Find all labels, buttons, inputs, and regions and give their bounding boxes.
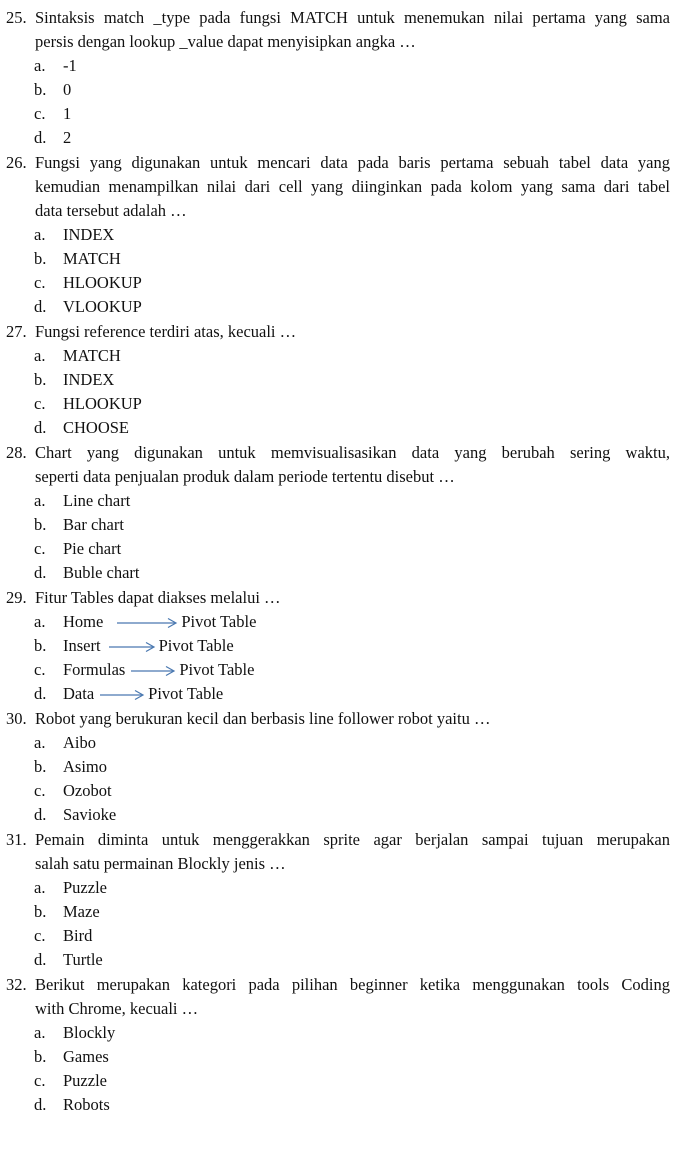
- question-text: Chart yang digunakan untuk memvisualisasikan data yang berubah sering waktu,: [35, 443, 670, 462]
- arrow-right-icon: [131, 665, 177, 677]
- option: c. HLOOKUP: [34, 273, 142, 292]
- question-27: [6, 320, 670, 344]
- option: c. Pie chart: [34, 539, 122, 558]
- option: a. MATCH: [34, 346, 121, 365]
- question-26: [6, 151, 670, 224]
- option: d. Turtle: [34, 950, 103, 969]
- question-text: Fungsi yang digunakan untuk mencari data pada baris pertama sebuah tabel data yang: [35, 153, 670, 172]
- question-text: persis dengan lookup _value dapat menyisipkan angka …: [35, 32, 416, 52]
- arrow-right-icon: [100, 689, 146, 701]
- question-number: 30.: [6, 709, 27, 728]
- option: a. Blockly: [34, 1023, 116, 1042]
- question-text: Berikut merupakan kategori pada pilihan beginner ketika menggunakan tools Coding: [35, 975, 670, 994]
- question-text: Pemain diminta untuk menggerakkan sprite agar berjalan sampai tujuan merupakan: [35, 830, 670, 849]
- question-text: Robot yang berukuran kecil dan berbasis line follower robot yaitu …: [35, 709, 491, 728]
- question-31: [6, 828, 670, 876]
- option: c. 1: [34, 104, 72, 123]
- option: d. VLOOKUP: [34, 297, 142, 316]
- option: a. -1: [34, 56, 77, 75]
- question-text: kemudian menampilkan nilai dari cell yang diinginkan pada kolom yang sama dari tabel: [35, 177, 670, 197]
- option: b. MATCH: [34, 249, 121, 268]
- option: c. Ozobot: [34, 781, 112, 800]
- question-29: [6, 586, 670, 610]
- question-text: Sintaksis match _type pada fungsi MATCH untuk menemukan nilai pertama yang sama: [35, 8, 670, 27]
- question-text: with Chrome, kecuali …: [35, 999, 199, 1019]
- option: d. 2: [34, 128, 72, 147]
- question-text: Fitur Tables dapat diakses melalui …: [35, 588, 281, 607]
- question-25: [6, 6, 670, 54]
- question-text: Fungsi reference terdiri atas, kecuali …: [35, 322, 297, 341]
- question-number: 28.: [6, 443, 27, 462]
- option: b. Asimo: [34, 757, 108, 776]
- question-number: 31.: [6, 830, 27, 849]
- question-number: 26.: [6, 153, 27, 172]
- option: c. Formulas Pivot Table: [34, 660, 255, 679]
- option: b. Games: [34, 1047, 109, 1066]
- question-text: data tersebut adalah …: [35, 201, 187, 221]
- question-28: [6, 441, 670, 489]
- option: a. Home Pivot Table: [34, 612, 257, 631]
- option: b. Insert Pivot Table: [34, 636, 234, 655]
- question-number: 25.: [6, 8, 27, 27]
- option: d. Data Pivot Table: [34, 684, 224, 703]
- question-32: [6, 973, 670, 1021]
- option: b. Bar chart: [34, 515, 124, 534]
- option: a. Line chart: [34, 491, 131, 510]
- option: a. Puzzle: [34, 878, 107, 897]
- option: c. Bird: [34, 926, 93, 945]
- question-number: 29.: [6, 588, 27, 607]
- option: c. HLOOKUP: [34, 394, 142, 413]
- question-number: 27.: [6, 322, 27, 341]
- option: c. Puzzle: [34, 1071, 107, 1090]
- option: b. Maze: [34, 902, 100, 921]
- option: d. Robots: [34, 1095, 110, 1114]
- option: d. Buble chart: [34, 563, 140, 582]
- question-30: [6, 707, 670, 731]
- option: b. 0: [34, 80, 72, 99]
- option: b. INDEX: [34, 370, 115, 389]
- option: d. CHOOSE: [34, 418, 130, 437]
- arrow-right-icon: [117, 617, 179, 629]
- option: a. INDEX: [34, 225, 115, 244]
- question-text: seperti data penjualan produk dalam periode tertentu disebut …: [35, 467, 455, 487]
- question-text: salah satu permainan Blockly jenis …: [35, 854, 286, 874]
- question-number: 32.: [6, 975, 27, 994]
- option: a. Aibo: [34, 733, 96, 752]
- arrow-right-icon: [109, 641, 157, 653]
- option: d. Savioke: [34, 805, 117, 824]
